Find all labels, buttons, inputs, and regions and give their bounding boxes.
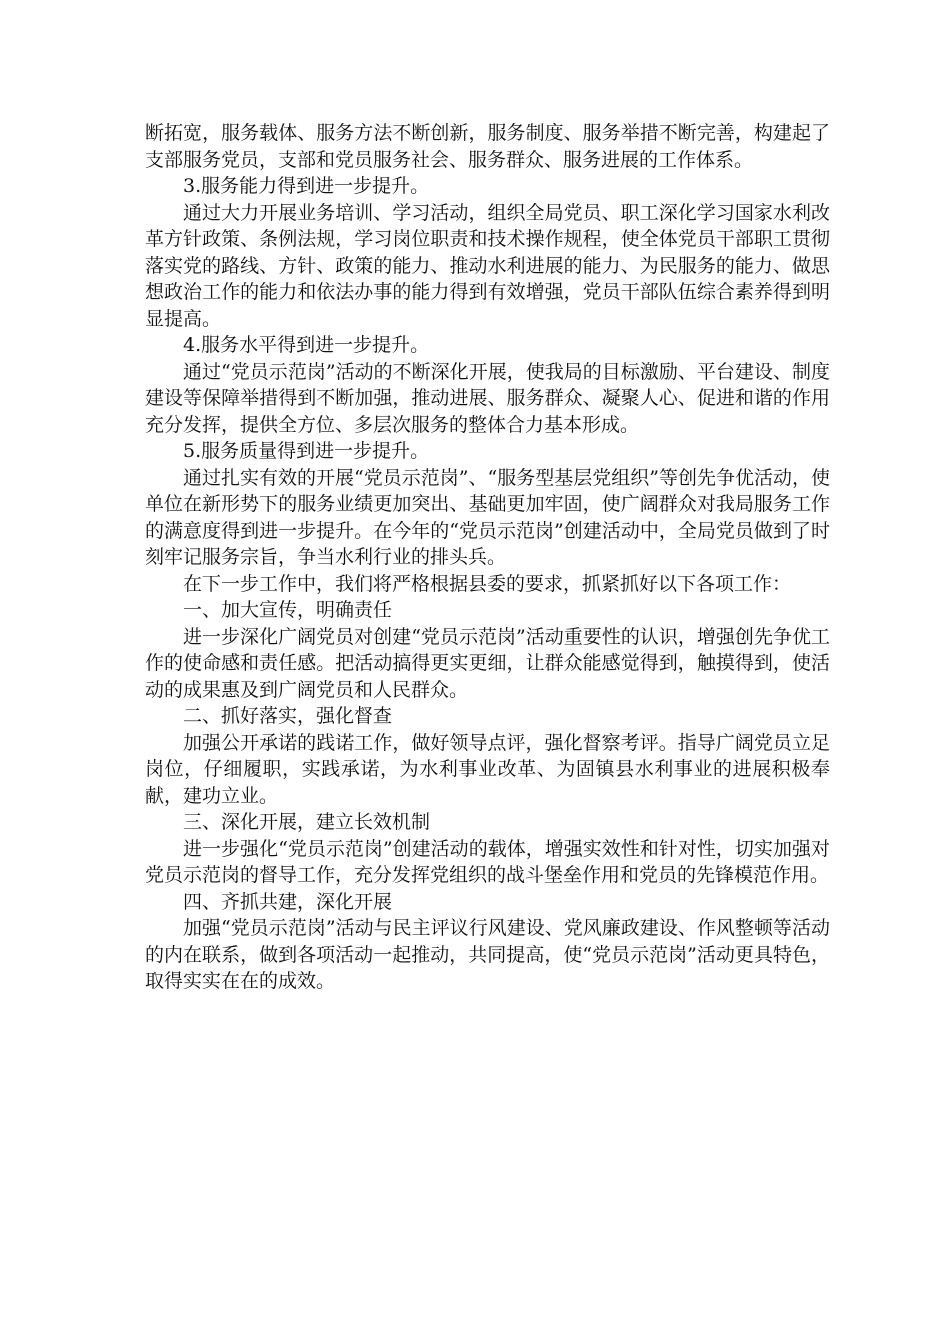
heading-long-term-mechanism: 三、深化开展，建立长效机制 — [183, 811, 431, 833]
heading-service-level: 4.服务水平得到进一步提升。 — [183, 334, 430, 356]
paragraph-service-capability: 通过大力开展业务培训、学习活动，组织全局党员、职工深化学习国家水利改革方针政策、条例法规，学习岗位职责和技术操作规程，使全体党员干部职工贯彻落实党的路线、方针、政策的能力、推动水利进展的能力、为民服务的能力、做思想政治工作的能力和依法办事的能力得到有效增强，党员干部队伍综合素养得到明显提高。 — [145, 201, 830, 330]
paragraph-service-level: 通过“党员示范岗”活动的不断深化开展，使我局的目标激励、平台建设、制度建设等保障举措得到不断加强，推动进展、服务群众、凝聚人心、促进和谐的作用充分发挥，提供全方位、多层次服务的整体合力基本形成。 — [145, 360, 830, 436]
paragraph-continuation: 断拓宽，服务载体、服务方法不断创新，服务制度、服务举措不断完善，构建起了支部服务党员，支部和党员服务社会、服务群众、服务进展的工作体系。 — [145, 122, 830, 171]
paragraph-implementation-supervision: 加强公开承诺的践诺工作，做好领导点评，强化督察考评。指导广阔党员立足岗位，仔细履职，实践承诺，为水利事业改革、为固镇县水利事业的进展积极奉献，建功立业。 — [145, 731, 830, 807]
document-body — [145, 120, 830, 995]
heading-publicity-responsibility: 一、加大宣传，明确责任 — [183, 599, 393, 621]
paragraph-joint-construction: 加强“党员示范岗”活动与民主评议行风建设、党风廉政建设、作风整顿等活动的内在联系，做到各项活动一起推动，共同提高，使“党员示范岗”活动更具特色，取得实实在在的成效。 — [145, 917, 830, 992]
paragraph-long-term-mechanism: 进一步强化“党员示范岗”创建活动的载体，增强实效性和针对性，切实加强对党员示范岗的督导工作，充分发挥党组织的战斗堡垒作用和党员的先锋模范作用。 — [145, 837, 830, 886]
heading-joint-construction: 四、齐抓共建，深化开展 — [183, 890, 393, 913]
heading-service-capability: 3.服务能力得到进一步提升。 — [183, 175, 430, 197]
paragraph-service-quality: 通过扎实有效的开展“党员示范岗”、“服务型基层党组织”等创先争优活动，使单位在新形势下的服务业绩更加突出、基础更加牢固，使广阔群众对我局服务工作的满意度得到进一步提升。在今年的“党员示范岗”创建活动中，全局党员做到了时刻牢记服务宗旨，争当水利行业的排头兵。 — [145, 466, 830, 568]
paragraph-next-steps-intro: 在下一步工作中，我们将严格根据县委的要求，抓紧抓好以下各项工作： — [183, 572, 792, 595]
heading-implementation-supervision: 二、抓好落实，强化督查 — [183, 705, 393, 727]
paragraph-publicity-responsibility: 进一步深化广阔党员对创建“党员示范岗”活动重要性的认识，增强创先争优工作的使命感和责任感。把活动搞得更实更细，让群众能感觉得到，触摸得到，使活动的成果惠及到广阔党员和人民群众。 — [145, 625, 830, 701]
heading-service-quality: 5.服务质量得到进一步提升。 — [183, 440, 430, 462]
